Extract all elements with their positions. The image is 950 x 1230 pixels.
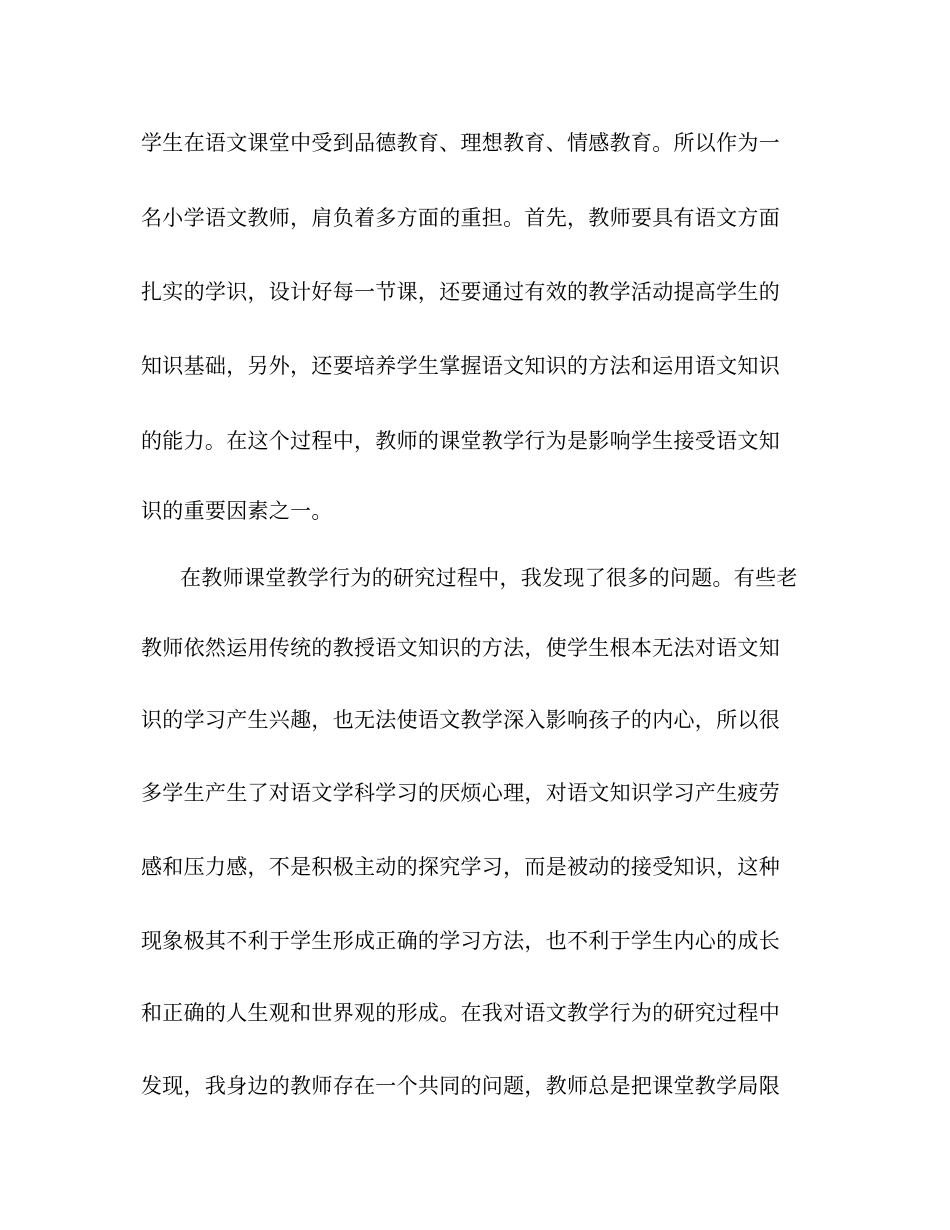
paragraph-line: 感和压力感，不是积极主动的探究学习，而是被动的接受知识，这种 [141, 855, 780, 879]
paragraph-line: 识的学习产生兴趣，也无法使语文教学深入影响孩子的内心，所以很 [141, 708, 780, 732]
paragraph-line: 学生在语文课堂中受到品德教育、理想教育、情感教育。所以作为一 [141, 131, 780, 155]
paragraph-line: 的能力。在这个过程中，教师的课堂教学行为是影响学生接受语文知 [141, 429, 780, 453]
paragraph-line: 现象极其不利于学生形成正确的学习方法，也不利于学生内心的成长 [141, 929, 780, 953]
paragraph-line: 多学生产生了对语文学科学习的厌烦心理，对语文知识学习产生疲劳 [141, 781, 780, 805]
paragraph-line: 知识基础，另外，还要培养学生掌握语文知识的方法和运用语文知识 [141, 354, 780, 378]
paragraph-line: 识的重要因素之一。 [141, 499, 333, 523]
paragraph-line: 教师依然运用传统的教授语文知识的方法，使学生根本无法对语文知 [141, 636, 780, 660]
paragraph-line: 在教师课堂教学行为的研究过程中，我发现了很多的问题。有些老 [180, 566, 798, 590]
paragraph-line: 发现，我身边的教师存在一个共同的问题，教师总是把课堂教学局限 [141, 1074, 780, 1098]
paragraph-line: 扎实的学识，设计好每一节课，还要通过有效的教学活动提高学生的 [141, 280, 780, 304]
paragraph-line: 和正确的人生观和世界观的形成。在我对语文教学行为的研究过程中 [141, 1001, 780, 1025]
paragraph-line: 名小学语文教师，肩负着多方面的重担。首先，教师要具有语文方面 [141, 206, 780, 230]
